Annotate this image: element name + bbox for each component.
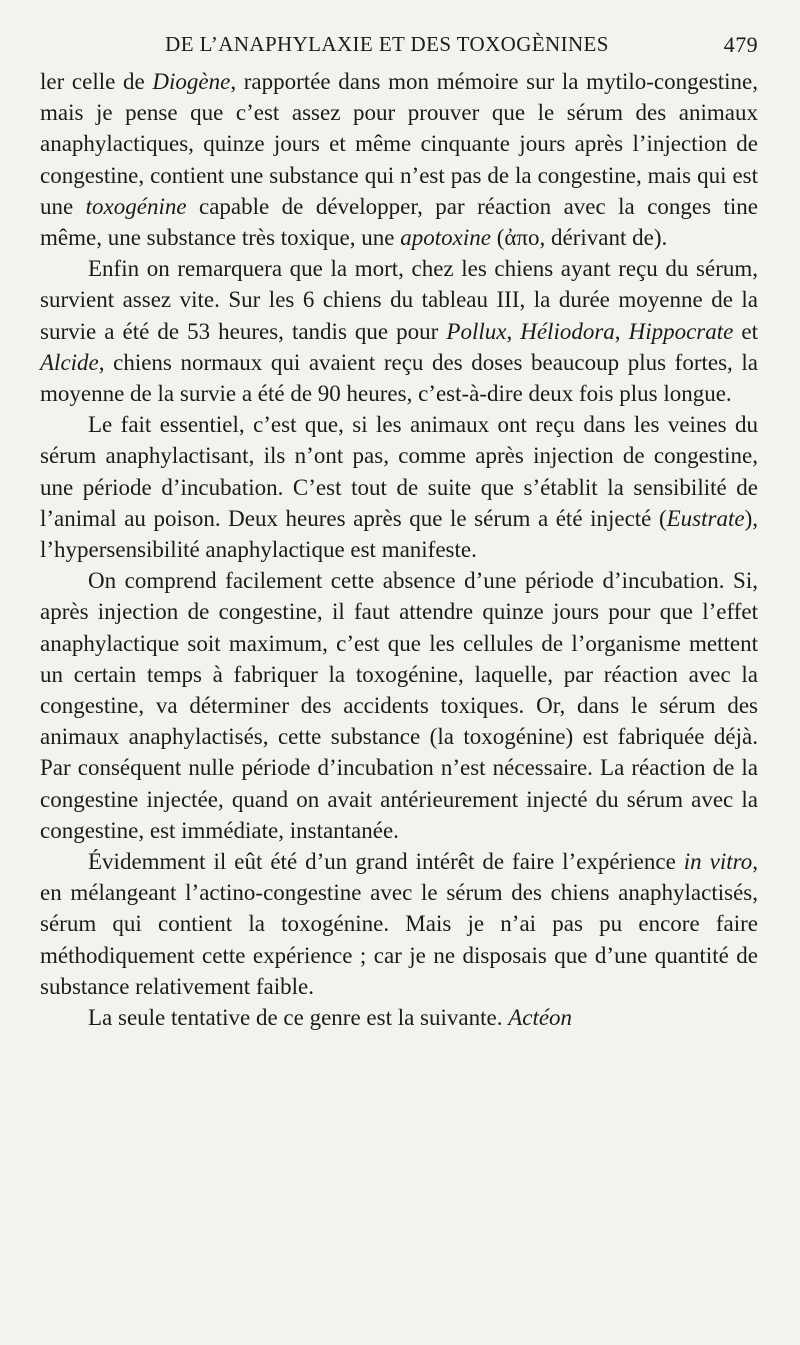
paragraph <box>40 565 758 846</box>
paragraph <box>40 846 758 1002</box>
text-run: , chiens normaux qui avaient reçu des doses beaucoup plus fortes, la moyenne de la survie a été de 90 heures, c’est-à-dire deux fois plus longue. <box>40 349 758 407</box>
italic-text: Diogène <box>152 69 231 94</box>
running-title: DE L’ANAPHYLAXIE ET DES TOXOGÈNINES <box>165 32 609 56</box>
page-number: 479 <box>723 32 758 57</box>
italic-text: Pollux <box>446 318 507 344</box>
text-run: ), l’hypersensibilité anaphylactique est manifeste. <box>40 505 758 563</box>
italic-text: Héliodora <box>520 318 615 344</box>
italic-text: apotoxine <box>400 225 491 251</box>
text-run: capable de développer, par réaction avec la conges tine même, une substance très toxique, une <box>40 193 758 251</box>
italic-text: Alcide <box>40 349 99 375</box>
text-run: , <box>614 318 629 344</box>
italic-text: Eustrate <box>666 505 745 531</box>
body-text <box>40 66 758 1033</box>
page-header <box>40 28 758 62</box>
text-run: et <box>733 318 758 344</box>
text-run: , rapportée dans mon mémoire sur la mytilo-congestine, mais je pense que c’est assez pour prouver que le sérum des animaux anaphylactiques, quinze jours et même cinquante jours après l’injection de congestine, contient une substance qui n’est pas de la congestine, mais qui est une <box>40 69 759 219</box>
text-run: , <box>506 318 521 344</box>
text-run: Enfin on remarquera que la mort, chez les chiens ayant reçu du sérum, survient assez vite. Sur les 6 chiens du tableau III, la durée moyenne de la survie a été de 53 heures, tandis que pour <box>40 256 758 344</box>
text-run: La seule tentative de ce genre est la suivante. <box>88 1005 509 1031</box>
paragraph <box>40 253 758 409</box>
paragraph <box>40 409 758 565</box>
italic-text: Hippocrate <box>628 318 734 344</box>
text-run: (ἀπο, dérivant de). <box>490 225 668 251</box>
paragraph <box>40 1002 758 1033</box>
italic-text: Actéon <box>508 1005 573 1031</box>
text-run: ler celle de <box>40 69 153 94</box>
text-run: Évidemment il eût été d’un grand intérêt de faire l’expérience <box>88 849 684 875</box>
italic-text: in vitro <box>683 849 753 875</box>
text-run: Le fait essentiel, c’est que, si les animaux ont reçu dans les veines du sérum anaphylactisant, ils n’ont pas, comme après injection de congestine, une période d’incubation. C’est tout de suite que s’établit la sensibilité de l’animal au poison. Deux heures après que le sérum a été injecté ( <box>40 412 758 531</box>
italic-text: toxogénine <box>85 193 187 219</box>
paragraph <box>40 66 758 253</box>
text-run: On comprend facilement cette absence d’une période d’incubation. Si, après injection de congestine, il faut attendre quinze jours pour que l’effet anaphylactique soit maximum, c’est que les cellules de l’organisme mettent un certain temps à fabriquer la toxogénine, laquelle, par réaction avec la congestine, va déterminer des accidents toxiques. Or, dans le sérum des animaux anaphylactisés, cette substance (la toxogénine) est fabriquée déjà. Par conséquent nulle période d’incubation n’est nécessaire. La réaction de la congestine injectée, quand on avait antérieurement injecté du sérum avec la congestine, est immédiate, instantanée. <box>40 568 758 843</box>
text-run: , en mélangeant l’actino-congestine avec le sérum des chiens anaphylactisés, sérum qui contient la toxogénine. Mais je n’ai pas pu encore faire méthodiquement cette expérience ; car je ne disposais que d’une quantité de substance relativement faible. <box>40 849 758 999</box>
